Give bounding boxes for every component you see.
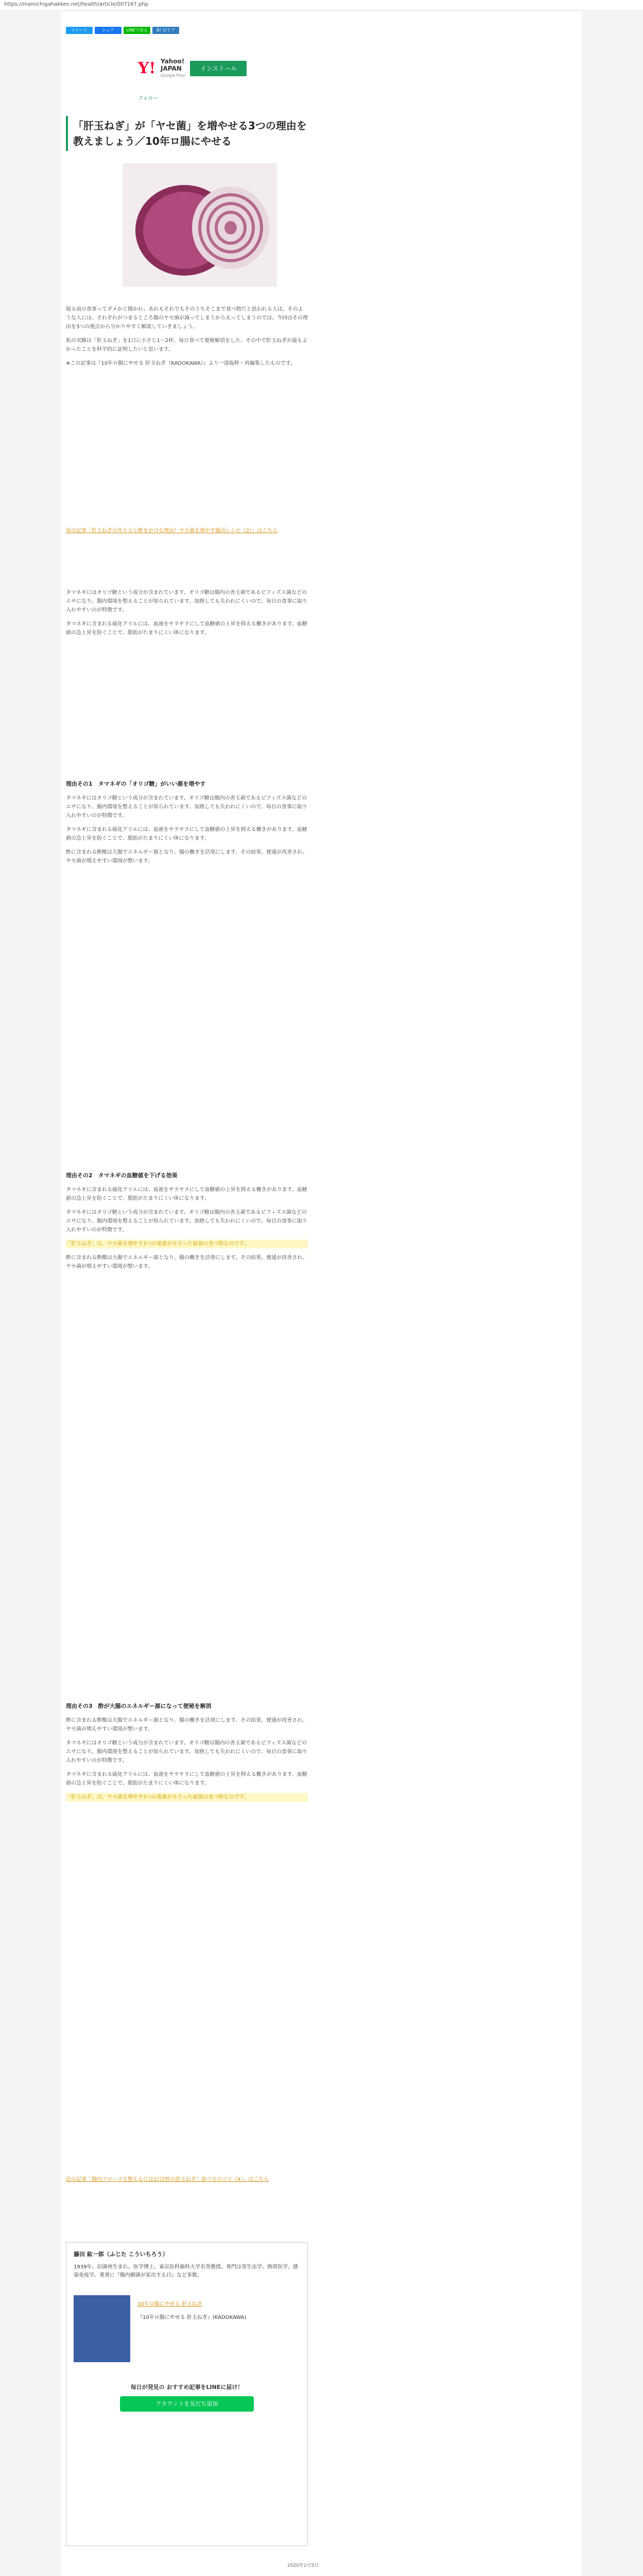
line-add-friend-button[interactable]: アカウントを友だち追加: [120, 2396, 254, 2412]
hatena-share-button[interactable]: B! はてブ: [152, 27, 179, 34]
page-container: [61, 11, 582, 2576]
yahoo-follow-link[interactable]: フォロー: [138, 96, 159, 101]
section-2: 理由その2 タマネギの血糖値を下げる効果 タマネギに含まれる硫化アリルには、血液をサラサラにして血糖値の上昇を抑える働きがあります。血糖値の急上昇を防ぐことで、脂肪がたまりにくい体になります。 タマネギにはオリゴ糖という成分が含まれています。オリゴ糖は腸内の善玉菌であるビフィズス菌などのエサになり、腸内環境を整えることが知られています。加熱しても失われにくいので、毎日の食事に取り入れやすいのが特徴です。 「肝玉ねぎ」は、ヤセ菌を増やす3つの要素がそろった最強の食べ物なのです。 酢に含まれる酢酸は大腸でエネルギー源となり、腸の働きを活発にします。その結果、便通が改善され、ヤセ菌が増えやすい環境が整います。: [66, 1172, 308, 1269]
yahoo-logo-icon: Y!: [138, 59, 156, 77]
section-3-heading: 理由その3 酢が大腸のエネルギー源になって便秘を解消: [66, 1703, 212, 1709]
share-buttons: [66, 27, 179, 34]
yahoo-name: Yahoo! JAPAN Google Play: [161, 58, 185, 78]
section-1: 理由その1 タマネギの「オリゴ糖」がいい菌を増やす タマネギにはオリゴ糖という成分が含まれています。オリゴ糖は腸内の善玉菌であるビフィズス菌などのエサになり、腸内環境を整えることが知られています。加熱しても失われにくいので、毎日の食事に取り入れやすいのが特徴です。 タマネギに含まれる硫化アリルには、血液をサラサラにして血糖値の上昇を抑える働きがあります。血糖値の急上昇を防ぐことで、脂肪がたまりにくい体になります。 酢に含まれる酢酸は大腸でエネルギー源となり、腸の働きを活発にします。その結果、便通が改善され、ヤセ菌が増えやすい環境が整います。: [66, 781, 308, 864]
article-title: 「肝玉ねぎ」が「ヤセ菌」を増やせる3つの理由を教えましょう／10年ロ腸にやせる: [66, 116, 320, 151]
article-photo-onion: [123, 163, 277, 287]
section-1-heading: 理由その1 タマネギの「オリゴ糖」がいい菌を増やす: [66, 781, 206, 787]
facebook-share-button[interactable]: シェア: [95, 27, 121, 34]
author-bio: 1939年、旧満州生まれ。医学博士。東京医科歯科大学名誉教授。専門は寄生虫学、熱帯医学、感染免疫学。著書に『腸内細菌が家出する日』など多数。: [74, 2264, 299, 2278]
yahoo-follow-panel: [138, 58, 247, 79]
next-article-link: 次の記事「腸内フローラを整えるには1日2杯の肝玉ねぎ！食べ方のコツ（4）」はこちら: [66, 2177, 269, 2182]
line-promo-title: 毎日が発見の おすすめ記事をLINEに届け！: [130, 2384, 244, 2391]
author-box: [66, 2242, 308, 2546]
section-2-heading: 理由その2 タマネギの血糖値を下げる効果: [66, 1172, 178, 1179]
book-title-link[interactable]: 10年ロ腸にやせる 肝玉ねぎ: [137, 2301, 202, 2307]
book-cover[interactable]: [74, 2295, 130, 2362]
yahoo-install-button[interactable]: インストール: [190, 61, 247, 76]
book-note: 『10年ロ腸にやせる 肝玉ねぎ』(KADOKAWA): [137, 2315, 247, 2320]
article-intro: タマネギにはオリゴ糖という成分が含まれています。オリゴ糖は腸内の善玉菌であるビフィズス菌などのエサになり、腸内環境を整えることが知られています。加熱しても失われにくいので、毎日の食事に取り入れやすいのが特徴です。 タマネギに含まれる硫化アリルには、血液をサラサラにして血糖値の上昇を抑える働きがあります。血糖値の急上昇を防ぐことで、脂肪がたまりにくい体になります。: [66, 590, 307, 636]
article-date: 2020年2月5日: [287, 2563, 319, 2568]
previous-article-link: 前の記事「肝玉ねぎの作り方と酢をかける理由！ヤセ菌を増やす腸活レシピ（2）」はこちら: [66, 528, 278, 534]
line-share-button[interactable]: LINEで送る: [124, 27, 150, 34]
article-lead: 寝る前の食事ってダメかと聞かれ、あれもそれでもそのうちそこまで食べ物だと思われる人は。そのような人には、それぞれがつまるところ腸のヤセ菌が減ってしまうから太ってしまうのでは。今回はその理由を3つの視点から分かりやすく解説していきましょう。 私の実験は「肝玉ねぎ」を1日に小さじ1〜2杯。毎日食べて便秘解消をした、その中で肝玉ねぎが最もよかったことを科学的に証明したいと思います。 ※この記事は『10年ロ腸にやせる 肝玉ねぎ（KADOKAWA）』より一部抜粋・再編集したものです。: [66, 307, 308, 366]
highlight-text: 「肝玉ねぎ」は、ヤセ菌を増やす3つの要素がそろった最強の食べ物なのです。: [66, 1240, 308, 1248]
browser-url-bar: https://mainichigahakken.net/health/article/007167.php: [0, 0, 643, 9]
author-name: 藤田 紘一郎（ふじた こういちろう）: [74, 2251, 168, 2258]
section-3: 理由その3 酢が大腸のエネルギー源になって便秘を解消 酢に含まれる酢酸は大腸でエネルギー源となり、腸の働きを活発にします。その結果、便通が改善され、ヤセ菌が増えやすい環境が整います。 タマネギにはオリゴ糖という成分が含まれています。オリゴ糖は腸内の善玉菌であるビフィズス菌などのエサになり、腸内環境を整えることが知られています。加熱しても失われにくいので、毎日の食事に取り入れやすいのが特徴です。 タマネギに含まれる硫化アリルには、血液をサラサラにして血糖値の上昇を抑える働きがあります。血糖値の急上昇を防ぐことで、脂肪がたまりにくい体になります。 「肝玉ねぎ」は、ヤセ菌を増やす3つの要素がそろった最強の食べ物なのです。: [66, 1696, 308, 1807]
twitter-share-button[interactable]: ツイート: [66, 27, 93, 34]
